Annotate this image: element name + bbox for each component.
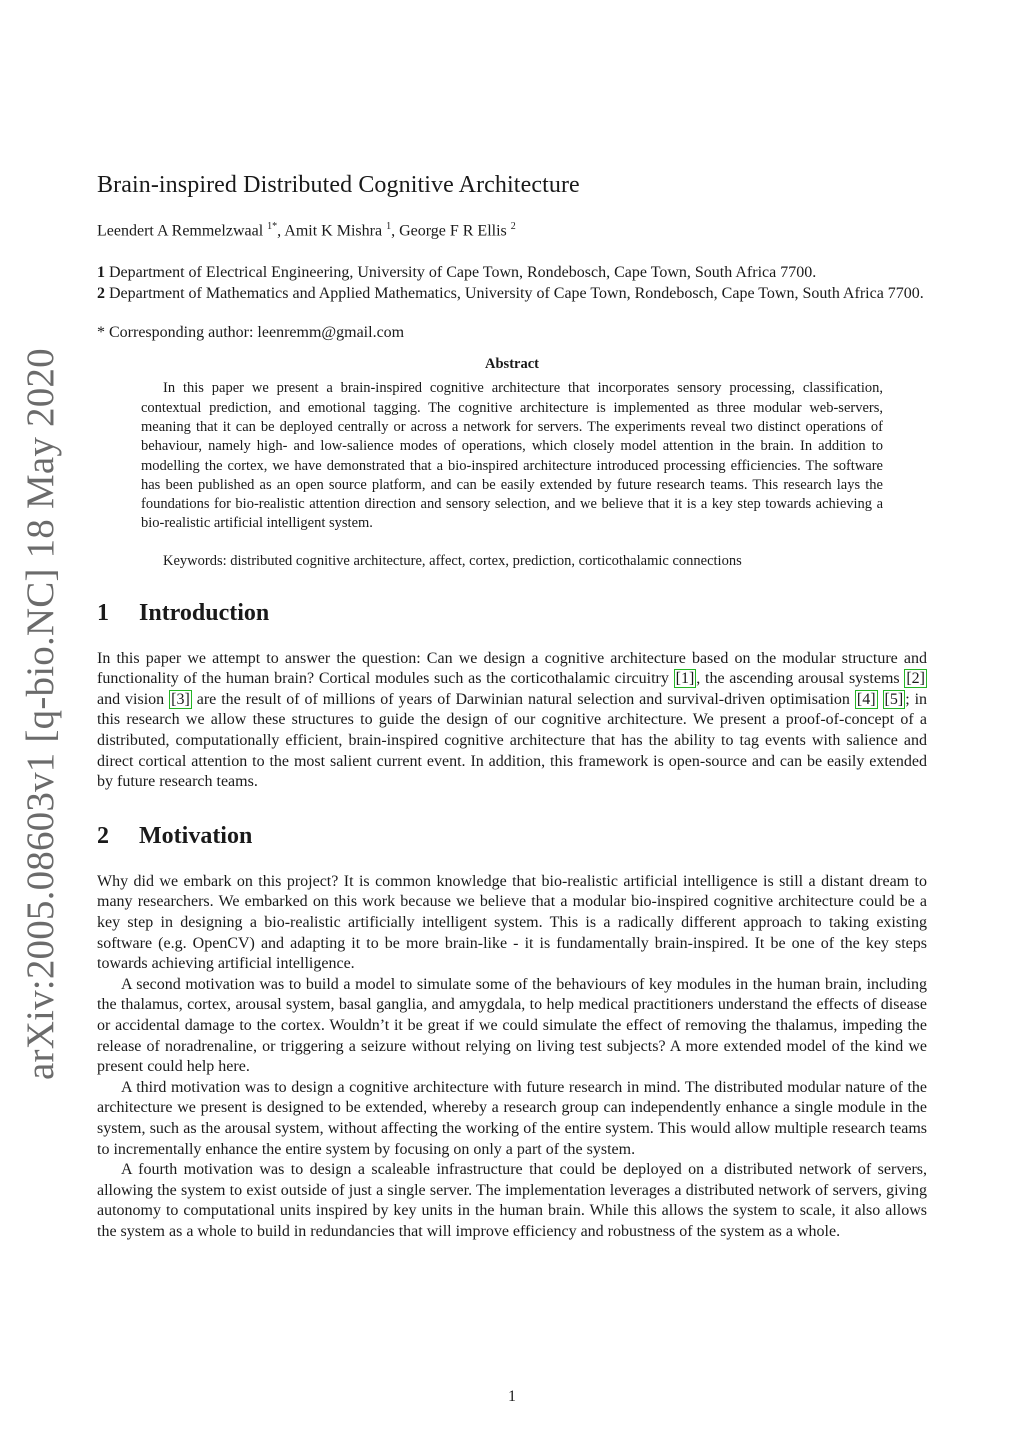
section-heading-motivation [97, 823, 927, 850]
affiliation-number: 1 [97, 264, 105, 282]
author-list [97, 221, 927, 240]
section-title: Motivation [139, 822, 253, 849]
text-run: , the ascending arousal systems [696, 670, 905, 688]
author-separator: , [277, 222, 285, 240]
corresponding-author: * Corresponding author: leenremm@gmail.com [97, 324, 405, 342]
paper-content [97, 172, 927, 1243]
introduction-paragraph [97, 649, 927, 793]
text-run: ; in this research we allow these structures to guide the design of our cognitive architecture. We present a proof-of-concept of a distributed, computationally efficient, brain-inspired cognitive architecture that has the ability to tag events with salience and direct cortical attention to the most salient current event. In addition, this framework is open-source and can be easily extended by future research teams. [97, 690, 928, 791]
affiliation-text: Department of Electrical Engineering, University of Cape Town, Rondebosch, Cape Town, South Africa 7700. [109, 264, 817, 282]
abstract-heading: Abstract [485, 356, 539, 373]
citation-link[interactable]: [5] [884, 690, 904, 708]
citation-link[interactable]: [2] [906, 670, 925, 688]
author-affiliation-mark: 2 [510, 221, 516, 232]
abstract-text: In this paper we present a brain-inspired cognitive architecture that incorporates sensory processing, classification, contextual prediction, and emotional tagging. The cognitive architecture is implemented as three modular web-servers, meaning that it can be deployed centrally or across a network for servers. The experiments reveal two distinct operations of behaviour, namely high- and low-salience modes of operations, which closely model attention in the brain. In addition to modelling the cortex, we have demonstrated that a bio-inspired architecture introduced processing efficiencies. The software has been published as an open source platform, and can be easily extended by future research teams. This research lays the foundations for bio-realistic attention direction and sensory selection, and we believe that it is a key step towards achieving a bio-realistic artificial intelligent system. [141, 380, 883, 532]
motivation-paragraph: A fourth motivation was to design a scaleable infrastructure that could be deployed on a distributed network of servers, allowing the system to exist outside of just a single server. The implementation leverages a distributed network of servers, giving autonomy to computational units inspired by key units in the human brain. While this allows the system to scale, it also allows the system as a whole to build in redundancies that will improve efficiency and robustness of the system as a whole. [97, 1161, 927, 1240]
author-name: Leendert A Remmelzwaal [97, 222, 264, 240]
section-number: 2 [97, 822, 109, 849]
author-affiliation-mark: 1* [267, 221, 278, 232]
text-run: In this paper we attempt to answer the question: Can we design a cognitive architecture based on the modular structure and functionality of the human brain? Cortical modules such as the corticothalamic circuitry [97, 649, 927, 688]
motivation-paragraph: Why did we embark on this project? It is common knowledge that bio-realistic artificial intelligence is still a distant dream to many researchers. We embarked on this work because we believe that a modular bio-inspired cognitive architecture could be a key step in designing a bio-realistic artificially intelligent system. This is a radically different approach to taking existing software (e.g. OpenCV) and adapting it to be more brain-like - it is fundamentally brain-inspired. It be one of the key steps towards achieving artificial intelligence. [97, 872, 927, 973]
citation-link[interactable]: [1] [675, 670, 695, 688]
citation-link[interactable]: [3] [171, 690, 190, 708]
author-name: George F R Ellis [399, 222, 507, 240]
affiliation [97, 262, 927, 283]
motivation-paragraph: A third motivation was to design a cognitive architecture with future research in mind. The distributed modular nature of the architecture we present is designed to be extended, whereby a research group can independently enhance a single module in the system, such as the arousal system, without affecting the working of the entire system. This would allow multiple research teams to incrementally enhance the entire system by focusing on only a part of the system. [97, 1078, 927, 1158]
author-separator: , [391, 222, 400, 240]
affiliation-text: Department of Mathematics and Applied Mathematics, University of Cape Town, Rondebosch, Cape Town, South Africa 7700. [109, 285, 924, 303]
paper-title: Brain-inspired Distributed Cognitive Architecture [97, 172, 580, 198]
section-heading-introduction [97, 600, 927, 627]
text-run [878, 691, 883, 708]
motivation-paragraph: A second motivation was to build a model to simulate some of the behaviours of key modules in the human brain, including the thalamus, cortex, arousal system, basal ganglia, and amygdala, to help medical practitioners understand the effects of disease or accidental damage to the cortex. Wouldn’t it be great if we could simulate the effect of removing the thalamus, impeding the release of noradrenaline, or triggering a seizure without relying on living test subjects? A more extended model of the kind we present could help here. [97, 975, 927, 1076]
text-run: and vision [97, 690, 170, 708]
affiliation [97, 283, 927, 304]
affiliation-number: 2 [97, 285, 105, 303]
citation-link[interactable]: [4] [856, 690, 876, 708]
text-run: are the result of of millions of years of Darwinian natural selection and survival-driven optimisation [191, 690, 855, 708]
keywords: Keywords: distributed cognitive architecture, affect, cortex, prediction, corticothalamic connections [163, 552, 742, 569]
author-name: Amit K Mishra [284, 222, 383, 240]
section-title: Introduction [139, 599, 270, 626]
author-affiliation-mark: 1 [386, 221, 392, 232]
page-number: 1 [508, 1388, 516, 1405]
section-number: 1 [97, 599, 109, 626]
arxiv-stamp: arXiv:2005.08603v1 [q-bio.NC] 18 May 2020 [19, 348, 62, 1080]
